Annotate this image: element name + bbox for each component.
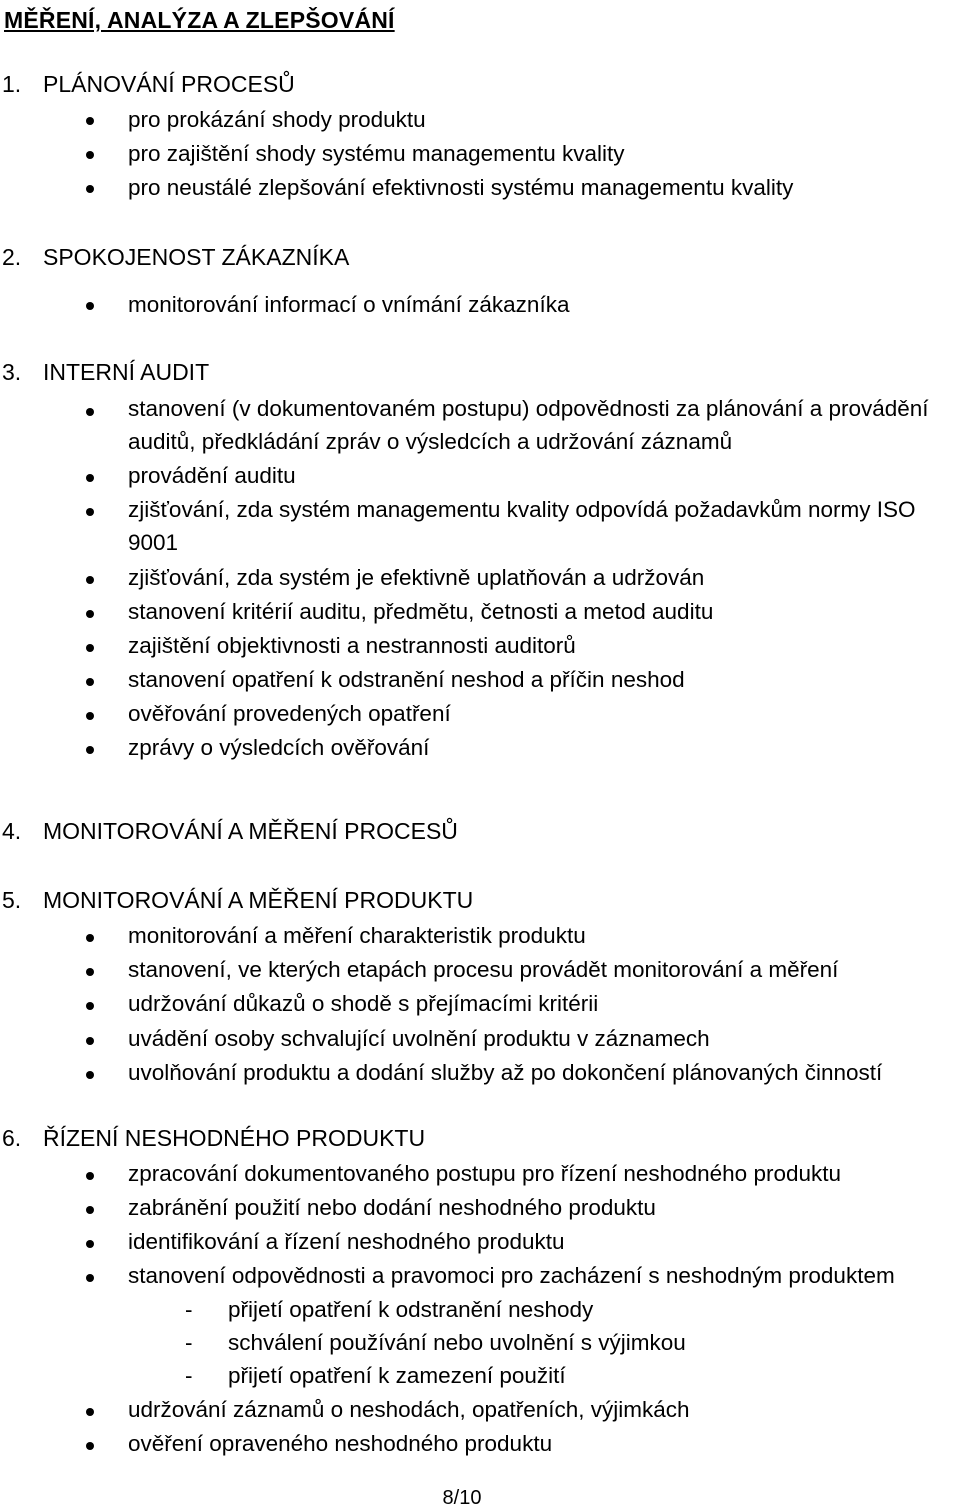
section-number: 3. <box>2 359 22 385</box>
bullet-icon <box>86 302 94 310</box>
bullet-icon <box>86 610 94 618</box>
section-title: PLÁNOVÁNÍ PROCESŮ <box>43 71 295 97</box>
list-item: udržování důkazů o shodě s přejímacími kritérii <box>128 991 599 1016</box>
section-heading-1 <box>2 67 295 101</box>
list-item: zajištění objektivnosti a nestrannosti auditorů <box>128 633 576 658</box>
section-title: MONITOROVÁNÍ A MĚŘENÍ PRODUKTU <box>43 887 474 913</box>
bullet-icon <box>86 408 94 416</box>
list-item: zjišťování, zda systém managementu kvality odpovídá požadavkům normy ISO 9001 <box>128 497 916 555</box>
document-title: MĚŘENÍ, ANALÝZA A ZLEPŠOVÁNÍ <box>4 7 395 33</box>
bullet-icon <box>86 117 94 125</box>
bullet-icon <box>86 1172 94 1180</box>
list-item: zabránění použití nebo dodání neshodného produktu <box>128 1195 656 1220</box>
page-number: 8/10 <box>442 1487 482 1509</box>
section-title: SPOKOJENOST ZÁKAZNÍKA <box>43 244 350 270</box>
section-heading-5 <box>2 883 473 917</box>
bullet-icon <box>86 474 94 482</box>
bullet-icon <box>86 1408 94 1416</box>
bullet-icon <box>86 968 94 976</box>
bullet-icon <box>86 1037 94 1045</box>
bullet-icon <box>86 1240 94 1248</box>
bullet-icon <box>86 678 94 686</box>
section-number: 2. <box>2 244 22 270</box>
bullet-icon <box>86 185 94 193</box>
section-number: 5. <box>2 887 22 913</box>
list-item: stanovení kritérií auditu, předmětu, četnosti a metod auditu <box>128 599 714 624</box>
list-item: uvolňování produktu a dodání služby až po dokončení plánovaných činností <box>128 1060 883 1085</box>
sub-item-dash: - <box>185 1363 193 1388</box>
list-item: pro neustálé zlepšování efektivnosti systému managementu kvality <box>128 175 794 200</box>
sub-list-item: schválení používání nebo uvolnění s výjimkou <box>228 1330 686 1355</box>
list-item: stanovení, ve kterých etapách procesu provádět monitorování a měření <box>128 957 839 982</box>
list-item: uvádění osoby schvalující uvolnění produktu v záznamech <box>128 1026 710 1051</box>
sub-list-item: přijetí opatření k zamezení použití <box>228 1363 566 1388</box>
list-item: ověřování provedených opatření <box>128 701 451 726</box>
list-item: provádění auditu <box>128 463 296 488</box>
section-heading-6 <box>2 1121 425 1155</box>
bullet-icon <box>86 508 94 516</box>
section-heading-4 <box>2 814 458 848</box>
section-number: 1. <box>2 71 22 97</box>
bullet-icon <box>86 746 94 754</box>
bullet-icon <box>86 1002 94 1010</box>
section-heading-3 <box>2 355 209 389</box>
list-item: pro zajištění shody systému managementu kvality <box>128 141 625 166</box>
section-title: ŘÍZENÍ NESHODNÉHO PRODUKTU <box>43 1125 426 1151</box>
sub-list-item: přijetí opatření k odstranění neshody <box>228 1297 594 1322</box>
list-item: ověření opraveného neshodného produktu <box>128 1431 553 1456</box>
list-item: zpracování dokumentovaného postupu pro řízení neshodného produktu <box>128 1161 842 1186</box>
bullet-icon <box>86 576 94 584</box>
list-item: stanovení opatření k odstranění neshod a příčin neshod <box>128 667 685 692</box>
section-number: 6. <box>2 1125 22 1151</box>
section-number: 4. <box>2 818 22 844</box>
bullet-icon <box>86 1071 94 1079</box>
bullet-icon <box>86 151 94 159</box>
sub-item-dash: - <box>185 1330 193 1355</box>
bullet-icon <box>86 1206 94 1214</box>
bullet-icon <box>86 644 94 652</box>
list-item: zjišťování, zda systém je efektivně uplatňován a udržován <box>128 565 705 590</box>
bullet-icon <box>86 1274 94 1282</box>
sub-item-dash: - <box>185 1297 193 1322</box>
bullet-icon <box>86 712 94 720</box>
list-item: zprávy o výsledcích ověřování <box>128 735 430 760</box>
section-heading-2 <box>2 240 349 274</box>
list-item: identifikování a řízení neshodného produktu <box>128 1229 565 1254</box>
list-item: stanovení odpovědnosti a pravomoci pro zacházení s neshodným produktem <box>128 1263 895 1288</box>
list-item: monitorování informací o vnímání zákazníka <box>128 292 570 317</box>
bullet-icon <box>86 934 94 942</box>
list-item: pro prokázání shody produktu <box>128 107 426 132</box>
list-item: udržování záznamů o neshodách, opatřeních, výjimkách <box>128 1397 690 1422</box>
section-title: INTERNÍ AUDIT <box>43 359 210 385</box>
section-title: MONITOROVÁNÍ A MĚŘENÍ PROCESŮ <box>43 818 458 844</box>
list-item: monitorování a měření charakteristik produktu <box>128 923 586 948</box>
list-item: stanovení (v dokumentovaném postupu) odpovědnosti za plánování a provádění auditů, předkládání zpráv o výsledcích a udržování záznamů <box>128 396 929 454</box>
bullet-icon <box>86 1442 94 1450</box>
